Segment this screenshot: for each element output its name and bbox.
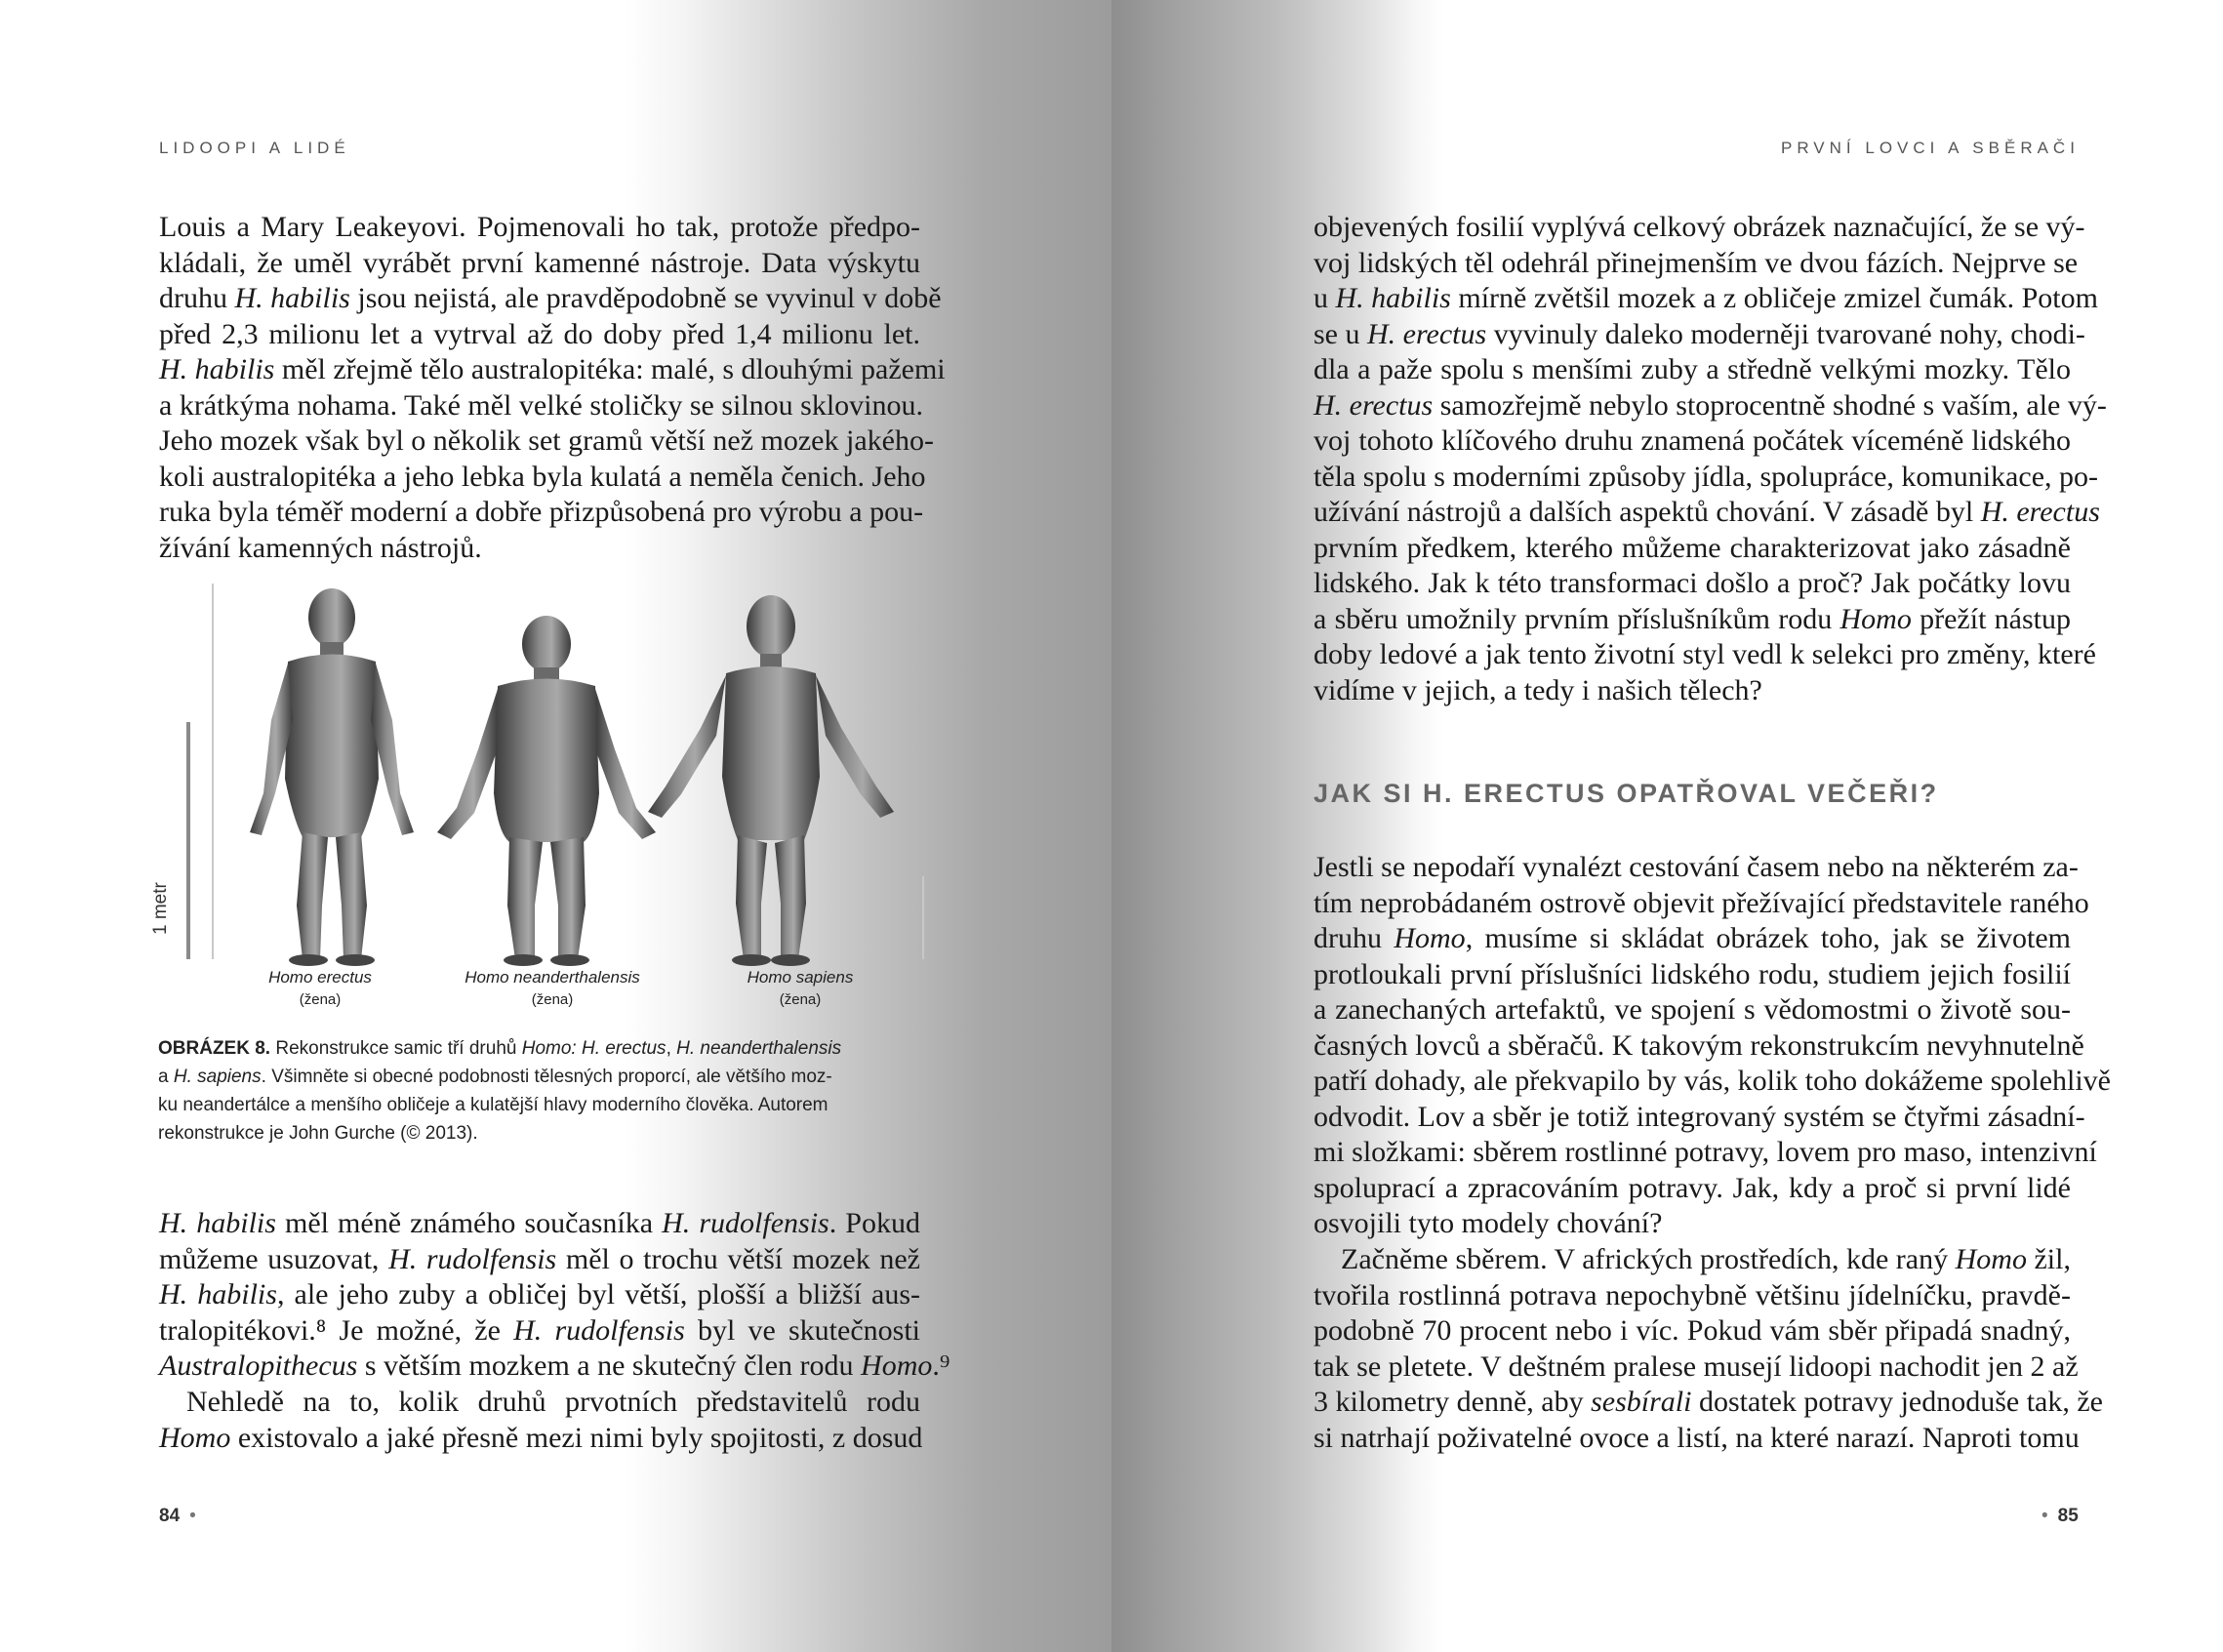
- text-line: a krátkýma nohama. Také měl velké stoličky se silnou sklovinou.: [159, 388, 924, 422]
- caption-line: OBRÁZEK 8. Rekonstrukce samic tří druhů Homo: H. erectus, H. neanderthalensis: [158, 1038, 842, 1059]
- paragraph-habilis: [159, 210, 946, 566]
- text-line: Jeho mozek však byl o několik set gramů větší než mozek jakého-: [159, 424, 934, 457]
- text-line: voj lidských těl odehrál přinejmenším ve dvou fázích. Nejprve se: [1314, 246, 2079, 279]
- text-line: odvodit. Lov a sběr je totiž integrovaný systém se čtyřmi zásadní-: [1314, 1100, 2085, 1133]
- text-line: ruka byla téměř moderní a dobře přizpůsobená pro výrobu a pou-: [159, 496, 924, 528]
- text-line: u H. habilis mírně zvětšil mozek a z obličeje zmizel čumák. Potom: [1314, 282, 2098, 314]
- text-line: dla a paže spolu s menšími zuby a středně velkými mozky. Tělo: [1314, 353, 2071, 385]
- text-line: H. habilis, ale jeho zuby a obličej byl větší, plošší a bližší aus-: [159, 1278, 920, 1310]
- text-line: těla spolu s moderními způsoby jídla, spolupráce, komunikace, po-: [1314, 460, 2098, 493]
- text-line: objevených fosilií vyplývá celkový obrázek naznačující, že se vý-: [1314, 211, 2085, 243]
- homo-sapiens-figure: [648, 595, 894, 966]
- caption-line: rekonstrukce je John Gurche (© 2013).: [158, 1123, 478, 1144]
- text-line: si natrhají poživatelné ovoce a listí, na které narazí. Naproti tomu: [1314, 1421, 2080, 1454]
- scale-label: 1 metr: [150, 882, 171, 935]
- text-line: druhu H. habilis jsou nejistá, ale pravděpodobně se vyvinul v době: [159, 282, 942, 314]
- species-label: Homo erectus (žena): [268, 968, 372, 1008]
- folio-left: 84 •: [159, 1506, 196, 1526]
- text-line: tralopitékovi.⁸ Je možné, že H. rudolfensis byl ve skutečnosti: [159, 1313, 920, 1347]
- running-head-left: LIDOOPI A LIDÉ: [159, 139, 350, 157]
- text-line: podobně 70 procent nebo i víc. Pokud vám sběr připadá snadný,: [1314, 1314, 2071, 1347]
- text-line: kládali, že uměl vyrábět první kamenné nástroje. Data výskytu: [159, 246, 920, 279]
- text-line: spoluprací a zpracováním potravy. Jak, kdy a proč si první lidé: [1314, 1171, 2071, 1204]
- text-line: osvojili tyto modely chování?: [1314, 1207, 1663, 1239]
- text-line: se u H. erectus vyvinuly daleko moderněji tvarované nohy, chodi-: [1314, 317, 2085, 350]
- paragraph-fossils: [1314, 210, 2107, 708]
- section-heading: JAK SI H. ERECTUS OPATŘOVAL VEČEŘI?: [1314, 779, 1939, 808]
- text-line: koli australopitéka a jeho lebka byla kulatá a neměla čenich. Jeho: [159, 460, 926, 493]
- folio-right: • 85: [2041, 1506, 2079, 1526]
- text-line: voj tohoto klíčového druhu znamená počátek víceméně lidského: [1314, 424, 2071, 457]
- text-line: žívání kamenných nástrojů.: [159, 531, 482, 564]
- text-line: tvořila rostlinná potrava nepochybně většinu jídelníčku, pravdě-: [1314, 1278, 2071, 1311]
- text-line: Nehledě na to, kolik druhů prvotních představitelů rodu: [186, 1386, 920, 1418]
- text-line: a sběru umožnily prvním příslušníkům rodu Homo přežít nástup: [1314, 602, 2071, 635]
- text-line: H. erectus samozřejmě nebylo stoprocentně shodné s vaším, ale vý-: [1314, 388, 2107, 422]
- text-line: vidíme v jejich, a tedy i našich tělech?: [1314, 673, 1762, 706]
- text-line: Australopithecus s větším mozkem a ne skutečný člen rodu Homo.⁹: [159, 1350, 950, 1382]
- species-label: Homo neanderthalensis (žena): [465, 968, 640, 1008]
- species-label: Homo sapiens (žena): [747, 968, 854, 1008]
- hominin-figures-illustration: [156, 584, 927, 1013]
- text-line: můžeme usuzovat, H. rudolfensis měl o trochu větší mozek než: [159, 1242, 921, 1275]
- paragraph-rudolfensis: [159, 1206, 950, 1385]
- text-line: Začněme sběrem. V afrických prostředích, kde raný Homo žil,: [1341, 1243, 2071, 1275]
- text-line: druhu Homo, musíme si skládat obrázek toho, jak se životem: [1314, 922, 2071, 954]
- homo-erectus-figure: [250, 588, 414, 966]
- text-line: Louis a Mary Leakeyovi. Pojmenovali ho tak, protože předpo-: [159, 211, 920, 243]
- text-line: Jestli se nepodaří vynalézt cestování časem nebo na některém za-: [1314, 851, 2079, 883]
- text-line: tím neprobádaném ostrově objevit přežívající představitele raného: [1314, 886, 2089, 919]
- text-line: patří dohady, ale překvapilo by vás, kolik toho dokážeme spolehlivě: [1314, 1065, 2112, 1097]
- text-line: mi složkami: sběrem rostlinné potravy, lovem pro maso, intenzivní: [1314, 1136, 2097, 1168]
- text-line: lidského. Jak k této transformaci došlo a proč? Jak počátky lovu: [1314, 567, 2071, 599]
- paragraph-reconstruction: [1314, 850, 2112, 1242]
- text-line: protloukali první příslušníci lidského rodu, studiem jejich fosilií: [1314, 957, 2071, 990]
- text-line: prvním předkem, kterého můžeme charakterizovat jako zásadně: [1314, 531, 2071, 564]
- paragraph-nehlede: [159, 1385, 923, 1456]
- text-line: H. habilis měl méně známého současníka H. rudolfensis. Pokud: [159, 1207, 920, 1239]
- text-line: užívání nástrojů a dalších aspektů chování. V zásadě byl H. erectus: [1314, 496, 2100, 528]
- text-line: a zanechaných artefaktů, ve spojení s vědomostmi o životě sou-: [1314, 993, 2071, 1026]
- text-line: před 2,3 milionu let a vytrval až do doby před 1,4 milionu let.: [159, 317, 920, 350]
- text-line: H. habilis měl zřejmě tělo australopitéka: malé, s dlouhými pažemi: [159, 353, 946, 385]
- text-line: Homo existovalo a jaké přesně mezi nimi byly spojitosti, z dosud: [159, 1421, 923, 1454]
- text-line: 3 kilometry denně, aby sesbírali dostatek potravy jednoduše tak, že: [1314, 1386, 2103, 1418]
- caption-line: ku neandertálce a menšího obličeje a kulatější hlavy moderního člověka. Autorem: [158, 1095, 829, 1115]
- running-head-right: PRVNÍ LOVCI A SBĚRAČI: [1781, 139, 2080, 157]
- paragraph-gathering: [1314, 1242, 2103, 1456]
- caption-line: a H. sapiens. Všimněte si obecné podobnosti tělesných proporcí, ale většího moz-: [158, 1067, 832, 1087]
- text-line: doby ledové a jak tento životní styl vedl k selekci pro změny, které: [1314, 638, 2096, 670]
- text-line: tak se pletete. V deštném pralese musejí lidoopi nachodit jen 2 až: [1314, 1350, 2079, 1383]
- figure-caption: [158, 1034, 919, 1148]
- homo-neanderthalensis-figure: [437, 616, 656, 966]
- figure-reconstructions: [156, 584, 927, 1013]
- text-line: časných lovců a sběračů. K takovým rekonstrukcím nevyhnutelně: [1314, 1028, 2084, 1062]
